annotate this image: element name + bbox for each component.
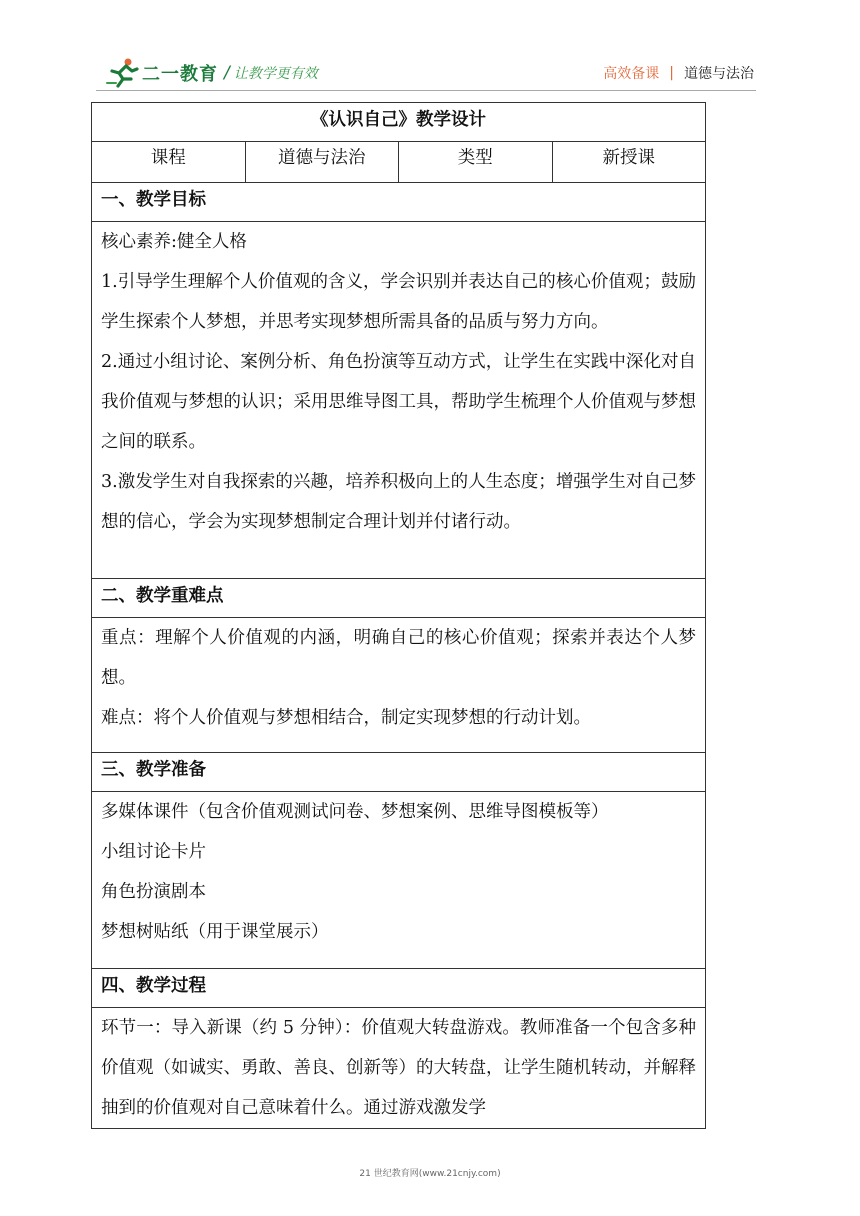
paragraph: 核心素养:健全人格 [101,232,247,252]
logo-wordmark: 二一教育 [142,64,218,85]
paragraph: 2.通过小组讨论、案例分析、角色扮演等互动方式，让学生在实践中深化对自我价值观与梦想的认识；采用思维导图工具，帮助学生梳理个人价值观与梦想之间的联系。 [101,352,696,452]
section-heading: 二、教学重难点 [92,579,706,618]
paragraph: 难点：将个人价值观与梦想相结合，制定实现梦想的行动计划。 [101,708,591,728]
header-subject: 道德与法治 [684,66,754,82]
document-title: 《认识自己》教学设计 [92,103,706,142]
section-body [92,792,706,969]
section-body-row [92,222,706,579]
section-body-row [92,618,706,753]
section-body [92,1008,706,1129]
section-heading-row [92,183,706,222]
page-footer: 21 世纪教育网(www.21cnjy.com) [359,1169,501,1179]
type-value: 新授课 [552,142,706,183]
paragraph: 重点：理解个人价值观的内涵，明确自己的核心价值观；探索并表达个人梦想。 [101,628,696,688]
section-body [92,618,706,753]
runner-logo-icon [106,57,140,89]
paragraph: 环节一：导入新课（约 5 分钟）：价值观大转盘游戏。教师准备一个包含多种价值观（如诚实、勇敢、善良、创新等）的大转盘，让学生随机转动，并解释抽到的价值观对自己意味着什么。通过游戏激发学 [101,1018,696,1118]
paragraph: 多媒体课件（包含价值观测试问卷、梦想案例、思维导图模板等） [101,802,609,822]
paragraph: 1.引导学生理解个人价值观的含义，学会识别并表达自己的核心价值观；鼓励学生探索个人梦想，并思考实现梦想所需具备的品质与努力方向。 [101,272,696,332]
section-body [92,222,706,579]
logo-divider: / [224,63,230,83]
logo-slogan: 让教学更有效 [233,66,318,82]
lesson-plan-table [91,102,706,1129]
page-header [0,0,860,100]
paragraph: 角色扮演剧本 [101,882,206,902]
type-label: 类型 [399,142,553,183]
section-heading: 四、教学过程 [92,969,706,1008]
header-separator: | [669,65,674,81]
course-value: 道德与法治 [245,142,399,183]
section-heading-row [92,969,706,1008]
section-body-row [92,792,706,969]
header-right [603,63,754,83]
title-row [92,103,706,142]
section-heading-row [92,753,706,792]
section-body-row [92,1008,706,1129]
section-heading-row [92,579,706,618]
paragraph: 梦想树贴纸（用于课堂展示） [101,922,329,942]
meta-row [92,142,706,183]
header-tag: 高效备课 [603,66,660,82]
section-heading: 一、教学目标 [92,183,706,222]
paragraph: 3.激发学生对自我探索的兴趣，培养积极向上的人生态度；增强学生对自己梦想的信心，学会为实现梦想制定合理计划并付诸行动。 [101,472,696,532]
brand-logo[interactable] [106,56,318,90]
course-label: 课程 [92,142,246,183]
paragraph: 小组讨论卡片 [101,842,206,862]
section-heading: 三、教学准备 [92,753,706,792]
header-divider [96,90,756,91]
